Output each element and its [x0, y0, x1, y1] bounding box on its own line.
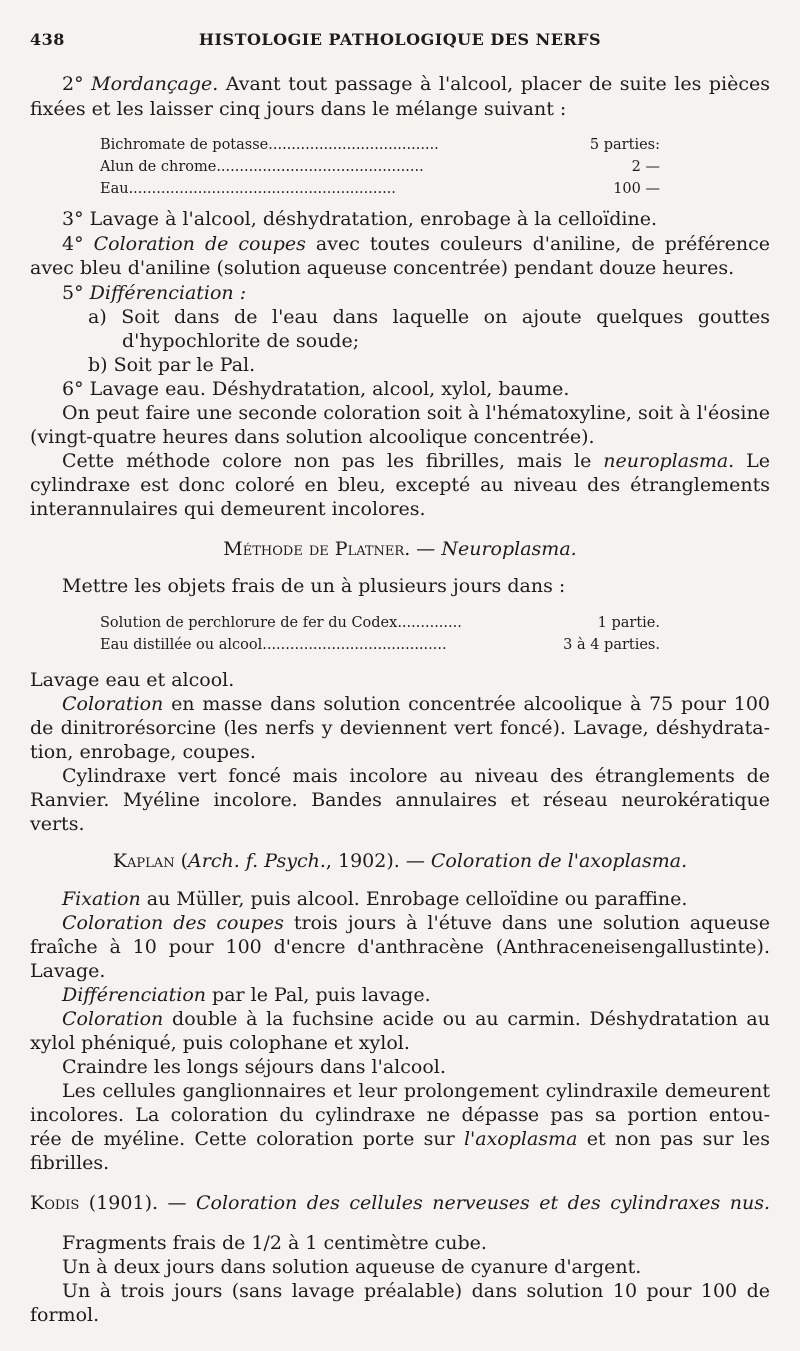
italic-text: Coloration [62, 693, 164, 715]
ingredient-quantity: 100 — [613, 181, 660, 197]
text-run: fibrilles. [30, 1152, 110, 1174]
italic-text: Coloration de l'axoplasma. [430, 850, 688, 872]
text-run: au Müller, puis alcool. Enrobage celloïdine ou paraffine. [140, 888, 688, 910]
text-run: d'hypochlorite de soude; [122, 330, 360, 352]
text-run: Mettre les objets frais de un à plusieurs jours dans : [62, 575, 566, 597]
text-line [30, 497, 770, 521]
text-line [62, 207, 770, 231]
small-caps-text: Méthode de Platner. [223, 538, 411, 560]
ingredient-label: Solution de perchlorure de fer du Codex.............. [100, 615, 462, 631]
text-run: par le Pal, puis lavage. [206, 984, 431, 1006]
text-line [30, 1191, 770, 1215]
text-line [62, 449, 770, 473]
page-header [30, 30, 770, 56]
italic-text: Neuroplasma. [441, 538, 577, 560]
italic-text: Coloration des coupes [62, 912, 284, 934]
text-line [30, 935, 770, 959]
italic-text: Différenciation [62, 984, 207, 1006]
text-line [62, 377, 770, 401]
text-run: , 1902). — [325, 850, 431, 872]
text-line [62, 1279, 770, 1303]
ingredient-label: Bichromate de potasse..................................... [100, 137, 439, 153]
text-line [30, 1303, 770, 1327]
text-run: et non pas sur les [577, 1128, 770, 1150]
ingredient-quantity: 2 — [631, 159, 660, 175]
text-line [30, 788, 770, 812]
text-line [62, 72, 770, 96]
text-line [62, 983, 770, 1007]
text-line [62, 574, 770, 598]
text-line [30, 740, 770, 764]
text-line [30, 537, 770, 561]
text-run: Fragments frais de 1/2 à 1 centimètre cube. [62, 1232, 487, 1254]
ingredient-label: Alun de chrome............................................. [100, 159, 424, 175]
ingredient-label: Eau.......................................................... [100, 181, 396, 197]
text-line [30, 959, 770, 983]
small-caps-text: Kaplan [112, 850, 175, 872]
text-line [30, 812, 770, 836]
text-line [30, 256, 770, 280]
text-line [62, 1055, 770, 1079]
text-run: 3° Lavage à l'alcool, déshydratation, enrobage à la celloïdine. [62, 208, 658, 230]
text-run: Cette méthode colore non pas les fibrilles, mais le [62, 450, 604, 472]
text-run: Lavage. [30, 960, 106, 982]
text-run: rée de myéline. Cette coloration porte sur [30, 1128, 464, 1150]
text-line [62, 1231, 770, 1255]
text-run: Lavage eau et alcool. [30, 669, 235, 691]
text-run: xylol phéniqué, puis colophane et xylol. [30, 1032, 410, 1054]
text-line [30, 1031, 770, 1055]
text-run: Craindre les longs séjours dans l'alcool. [62, 1056, 446, 1078]
text-line [88, 305, 770, 329]
text-run: Ranvier. Myéline incolore. Bandes annulaires et réseau neurokératique [30, 789, 770, 811]
italic-text: Arch. f. Psych. [188, 850, 326, 872]
text-run: fraîche à 10 pour 100 d'encre d'anthracène (Anthraceneisengallustinte). [30, 936, 770, 958]
small-caps-text: Kodis [30, 1192, 80, 1214]
text-line [62, 764, 770, 788]
text-run: tion, enrobage, coupes. [30, 741, 256, 763]
text-run: 4° [62, 233, 94, 255]
text-line [88, 353, 770, 377]
text-line [30, 1103, 770, 1127]
italic-text: neuroplasma. [603, 450, 735, 472]
text-run: cylindraxe est donc coloré en bleu, excepté au niveau des étranglements [30, 474, 770, 496]
italic-text: Mordançage. [91, 73, 219, 95]
text-run: formol. [30, 1304, 100, 1326]
text-line [122, 329, 770, 353]
text-line [62, 1255, 770, 1279]
italic-text: Fixation [62, 888, 141, 910]
text-line [30, 1127, 770, 1151]
ingredient-quantity: 5 parties: [589, 137, 660, 153]
text-run: 6° Lavage eau. Déshydratation, alcool, xylol, baume. [62, 378, 570, 400]
text-line [62, 1007, 770, 1031]
text-run: verts. [30, 813, 85, 835]
text-run: Avant tout passage à l'alcool, placer de suite les pièces [218, 73, 770, 95]
page-number: 438 [30, 30, 65, 49]
italic-text: Coloration des cellules nerveuses et des cylindraxes nus. [195, 1192, 770, 1214]
ingredient-quantity: 3 à 4 parties. [563, 637, 660, 653]
italic-text: Différenciation : [89, 282, 247, 304]
text-run: ( [174, 850, 189, 872]
text-run: 5° [62, 282, 90, 304]
italic-text: l'axoplasma [463, 1128, 578, 1150]
text-line [62, 1079, 770, 1103]
text-run: trois jours à l'étuve dans une solution aqueuse [283, 912, 770, 934]
text-run: b) Soit par le Pal. [88, 354, 256, 376]
text-line [62, 911, 770, 935]
text-run: fixées et les laisser cinq jours dans le mélange suivant : [30, 98, 567, 120]
ingredient-quantity: 1 partie. [597, 615, 660, 631]
text-line [30, 1151, 770, 1175]
text-run: 2° [62, 73, 92, 95]
text-run: incolores. La coloration du cylindraxe ne dépasse pas sa portion entou- [30, 1104, 770, 1126]
text-run: Un à deux jours dans solution aqueuse de cyanure d'argent. [62, 1256, 642, 1278]
ingredient-label: Eau distillée ou alcool........................................ [100, 637, 447, 653]
text-run: Le [734, 450, 771, 472]
text-run: double à la fuchsine acide ou au carmin. Déshydratation au [163, 1008, 770, 1030]
text-run: Les cellules ganglionnaires et leur prolongement cylindraxile demeurent [62, 1080, 770, 1102]
text-line [62, 692, 770, 716]
text-run: On peut faire une seconde coloration soit à l'hématoxyline, soit à l'éosine [62, 402, 770, 424]
text-line [30, 425, 770, 449]
text-run: (1901). — [79, 1192, 196, 1214]
text-run: interannulaires qui demeurent incolores. [30, 498, 426, 520]
text-line [30, 473, 770, 497]
text-run: de dinitrorésorcine (les nerfs y deviennent vert foncé). Lavage, déshydrata- [30, 717, 770, 739]
text-run: Un à trois jours (sans lavage préalable) dans solution 10 pour 100 de [62, 1280, 770, 1302]
text-run: — [410, 538, 442, 560]
text-run: a) Soit dans de l'eau dans laquelle on ajoute quelques gouttes [88, 306, 770, 328]
text-line [30, 716, 770, 740]
text-line [62, 281, 770, 305]
text-run: Cylindraxe vert foncé mais incolore au niveau des étranglements de [62, 765, 770, 787]
italic-text: Coloration [62, 1008, 164, 1030]
text-run: (vingt-quatre heures dans solution alcoolique concentrée). [30, 426, 595, 448]
text-line [30, 668, 770, 692]
text-run: en masse dans solution concentrée alcoolique à 75 pour 100 [163, 693, 770, 715]
italic-text: Coloration de coupes [93, 233, 306, 255]
running-title: HISTOLOGIE PATHOLOGIQUE DES NERFS [198, 30, 602, 49]
text-line [30, 97, 770, 121]
text-line [62, 401, 770, 425]
text-run: avec toutes couleurs d'aniline, de préférence [305, 233, 770, 255]
text-line [62, 887, 770, 911]
text-line [62, 232, 770, 256]
text-run: avec bleu d'aniline (solution aqueuse concentrée) pendant douze heures. [30, 257, 735, 279]
text-line [30, 849, 770, 873]
